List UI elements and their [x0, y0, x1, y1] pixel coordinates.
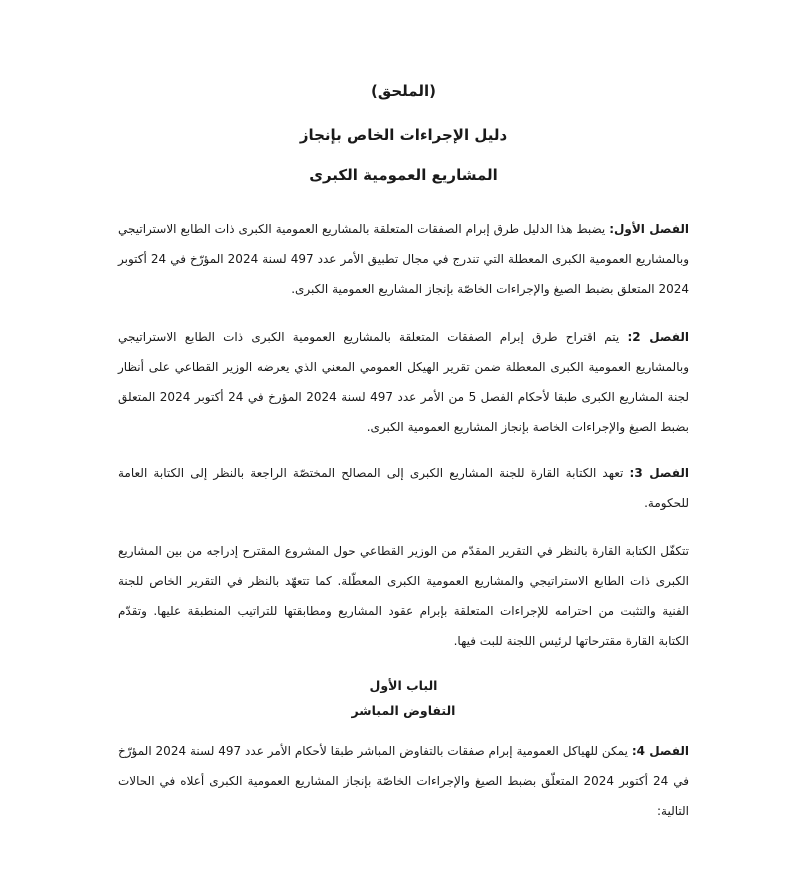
- article-1-label: الفصل الأول:: [609, 222, 689, 236]
- article-3-text: تعهد الكتابة القارة للجنة المشاريع الكبرى إلى المصالح المختصّة الراجعة بالنظر إلى الكتابة العامة للحكومة.: [118, 466, 689, 510]
- article-4: [118, 736, 689, 826]
- section-subtitle: التفاوض المباشر: [351, 703, 456, 718]
- article-1-text: يضبط هذا الدليل طرق إبرام الصفقات المتعلقة بالمشاريع العمومية الكبرى ذات الطابع الاستراتيجي وبالمشاريع العمومية الكبرى المعطلة التي تندرج في مجال تطبيق الأمر عدد 497 لسنة 2024 المؤرّخ في 24 أكتوبر 2024 المتعلق بضبط الصيغ والإجراءات الخاصّة بإنجاز المشاريع العمومية الكبرى.: [118, 222, 690, 296]
- article-3-label: الفصل 3:: [629, 466, 690, 480]
- article-2: [118, 322, 689, 442]
- article-2-label: الفصل 2:: [627, 330, 689, 344]
- article-4-text: يمكن للهياكل العمومية إبرام صفقات بالتفاوض المباشر طبقا لأحكام الأمر عدد 497 لسنة 2024 المؤرّخ في 24 أكتوبر 2024 المتعلّق بضبط الصيغ والإجراءات الخاصّة بإنجاز المشاريع العمومية الكبرى أعلاه في الحالات التالية:: [118, 744, 689, 818]
- article-1: [118, 214, 689, 304]
- document-title-line-2: المشاريع العمومية الكبرى: [309, 166, 498, 184]
- document-title-line-1: دليل الإجراءات الخاص بإنجاز: [299, 126, 508, 144]
- section-title: الباب الأول: [369, 678, 438, 693]
- article-2-text: يتم اقتراح طرق إبرام الصفقات المتعلقة بالمشاريع العمومية الكبرى ذات الطابع الاستراتيجي وبالمشاريع العمومية الكبرى المعطلة ضمن تقرير الهيكل العمومي المعني الذي يعرضه الوزير القطاعي على أنظار لجنة المشاريع الكبرى طبقا لأحكام الفصل 5 من الأمر عدد 497 لسنة 2024 المؤرخ في 24 أكتوبر 2024 المتعلق بضبط الصيغ والإجراءات الخاصة بإنجاز المشاريع العمومية الكبرى.: [118, 330, 689, 434]
- article-3: [118, 458, 689, 518]
- annex-heading: (الملحق): [371, 82, 436, 100]
- article-4-label: الفصل 4:: [631, 744, 690, 758]
- body-paragraph: تتكفّل الكتابة القارة بالنظر في التقرير المقدّم من الوزير القطاعي حول المشروع المقترح إدراجه من بين المشاريع الكبرى ذات الطابع الاستراتيجي والمشاريع العمومية الكبرى المعطّلة. كما تتعهّد بالنظر في التقرير الخاص للجنة الفنية والتثبت من احترامه للإجراءات المتعلقة بإبرام عقود المشاريع ومطابقتها للتراتيب المنطبقة عليها. وتقدّم الكتابة القارة مقترحاتها لرئيس اللجنة للبت فيها.: [118, 544, 689, 648]
